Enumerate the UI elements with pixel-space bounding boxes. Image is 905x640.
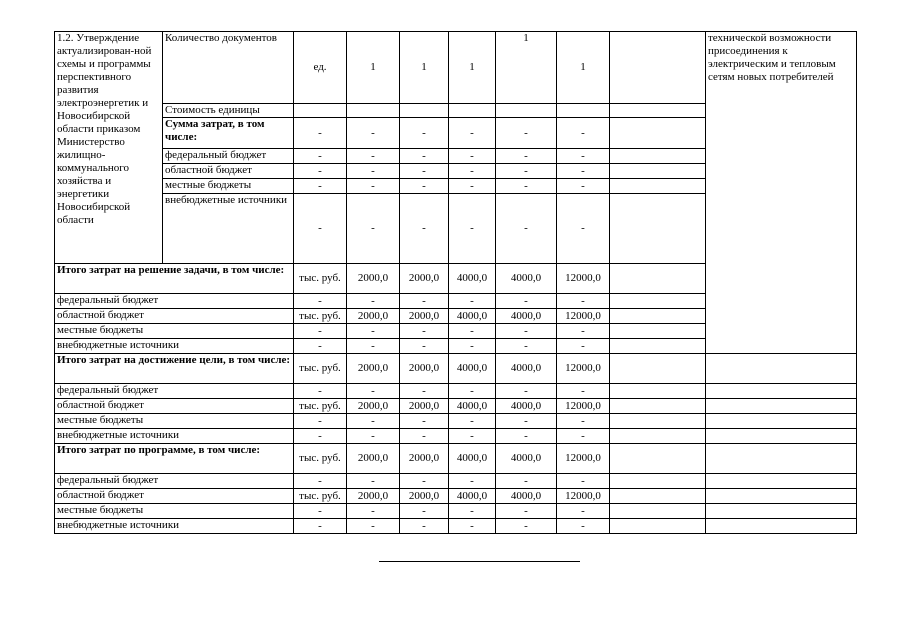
value-cell: -: [400, 194, 449, 264]
unit-cell: -: [294, 414, 347, 429]
empty-cell: [610, 194, 706, 264]
unit-cell: -: [294, 429, 347, 444]
task-name: 1.2. Утверждение актуализирован-ной схемы и программы перспективного развития электроэнергетик и Новосибирской области приказом Министерство жилищно-коммунального хозяйства и энергетики Новосибирской области: [55, 32, 163, 264]
value-cell: [347, 104, 400, 118]
value-cell: -: [496, 414, 557, 429]
value-cell: -: [449, 519, 496, 534]
total-title: Итого затрат на достижение цели, в том числе:: [55, 354, 294, 384]
value-cell: -: [347, 164, 400, 179]
row-label: федеральный бюджет: [55, 384, 294, 399]
value-cell: 1: [449, 32, 496, 104]
value-cell: [400, 104, 449, 118]
value-cell: -: [347, 179, 400, 194]
value-cell: -: [347, 519, 400, 534]
task-row-quantity: [55, 32, 857, 104]
value-cell: -: [400, 429, 449, 444]
value-cell: 2000,0: [400, 309, 449, 324]
value-cell: 4000,0: [449, 309, 496, 324]
value-cell: 4000,0: [496, 264, 557, 294]
row-label: областной бюджет: [55, 489, 294, 504]
value-cell: -: [400, 149, 449, 164]
row-label: местные бюджеты: [163, 179, 294, 194]
value-cell: [557, 104, 610, 118]
table-row: [55, 504, 857, 519]
unit-cell: -: [294, 324, 347, 339]
empty-cell: [610, 474, 706, 489]
empty-cell: [706, 354, 857, 384]
value-cell: -: [347, 414, 400, 429]
value-cell: -: [400, 384, 449, 399]
value-cell: -: [449, 194, 496, 264]
value-cell: 2000,0: [347, 309, 400, 324]
unit-cell: -: [294, 294, 347, 309]
total-title: Итого затрат по программе, в том числе:: [55, 444, 294, 474]
value-cell: 4000,0: [496, 309, 557, 324]
empty-cell: [610, 118, 706, 149]
value-cell: -: [557, 414, 610, 429]
unit-cell: -: [294, 179, 347, 194]
value-cell: 2000,0: [347, 264, 400, 294]
table-row: [55, 429, 857, 444]
value-cell: -: [347, 194, 400, 264]
value-cell: -: [557, 194, 610, 264]
value-cell: 1: [400, 32, 449, 104]
value-cell: 4000,0: [449, 399, 496, 414]
value-cell: 4000,0: [496, 354, 557, 384]
value-cell: -: [449, 324, 496, 339]
value-cell: -: [557, 149, 610, 164]
value-cell: -: [400, 474, 449, 489]
empty-cell: [706, 504, 857, 519]
value-cell: -: [557, 504, 610, 519]
unit-cell: -: [294, 149, 347, 164]
value-cell: -: [400, 294, 449, 309]
value-cell: -: [400, 414, 449, 429]
separator-line: [379, 561, 580, 562]
value-cell: 12000,0: [557, 489, 610, 504]
row-label: Сумма затрат, в том числе:: [163, 118, 294, 149]
value-cell: 4000,0: [449, 264, 496, 294]
empty-cell: [610, 324, 706, 339]
empty-cell: [610, 519, 706, 534]
value-cell: -: [400, 118, 449, 149]
value-cell: 12000,0: [557, 309, 610, 324]
value-cell: -: [496, 429, 557, 444]
row-label: областной бюджет: [163, 164, 294, 179]
value-cell: -: [449, 504, 496, 519]
empty-cell: [610, 309, 706, 324]
value-cell: -: [496, 519, 557, 534]
table-row: [55, 399, 857, 414]
value-cell: -: [496, 474, 557, 489]
value-cell: -: [496, 294, 557, 309]
unit-cell: -: [294, 164, 347, 179]
value-cell: 12000,0: [557, 264, 610, 294]
value-cell: -: [400, 519, 449, 534]
empty-cell: [610, 384, 706, 399]
unit-cell: -: [294, 519, 347, 534]
value-cell: 4000,0: [496, 489, 557, 504]
empty-cell: [706, 489, 857, 504]
value-cell: -: [496, 339, 557, 354]
row-label: местные бюджеты: [55, 504, 294, 519]
value-cell: 2000,0: [400, 354, 449, 384]
empty-cell: [610, 104, 706, 118]
value-cell: -: [449, 339, 496, 354]
value-cell: 12000,0: [557, 444, 610, 474]
value-cell: -: [496, 164, 557, 179]
row-label: внебюджетные источники: [55, 429, 294, 444]
value-cell: -: [347, 149, 400, 164]
row-label: внебюджетные источники: [163, 194, 294, 264]
empty-cell: [706, 474, 857, 489]
value-cell: -: [557, 179, 610, 194]
table-row: [55, 489, 857, 504]
empty-cell: [706, 414, 857, 429]
value-cell: 2000,0: [400, 264, 449, 294]
value-cell: -: [557, 429, 610, 444]
value-cell: -: [496, 194, 557, 264]
empty-cell: [610, 504, 706, 519]
value-cell: 2000,0: [347, 489, 400, 504]
value-cell: -: [347, 474, 400, 489]
table-row: [55, 519, 857, 534]
total-title: Итого затрат на решение задачи, в том числе:: [55, 264, 294, 294]
value-cell: 2000,0: [347, 444, 400, 474]
value-cell: -: [347, 429, 400, 444]
value-cell: 12000,0: [557, 354, 610, 384]
row-label: внебюджетные источники: [55, 519, 294, 534]
value-cell: 2000,0: [347, 399, 400, 414]
unit-cell: тыс. руб.: [294, 264, 347, 294]
value-cell: 2000,0: [400, 399, 449, 414]
row-label: Стоимость единицы: [163, 104, 294, 118]
value-cell: -: [400, 339, 449, 354]
empty-cell: [610, 429, 706, 444]
value-cell: -: [347, 339, 400, 354]
value-cell: 12000,0: [557, 399, 610, 414]
empty-cell: [706, 444, 857, 474]
row-label: Количество документов: [163, 32, 294, 104]
value-cell: [496, 104, 557, 118]
value-cell: -: [496, 384, 557, 399]
empty-cell: [610, 179, 706, 194]
value-cell: 4000,0: [496, 444, 557, 474]
value-cell: -: [557, 324, 610, 339]
value-cell: 2000,0: [347, 354, 400, 384]
empty-cell: [610, 294, 706, 309]
value-cell: -: [449, 294, 496, 309]
value-cell: 2000,0: [400, 444, 449, 474]
value-cell: -: [449, 179, 496, 194]
value-cell: -: [496, 324, 557, 339]
value-cell: -: [449, 164, 496, 179]
total-program-row: [55, 444, 857, 474]
empty-cell: [610, 399, 706, 414]
unit-cell: -: [294, 118, 347, 149]
empty-cell: [610, 444, 706, 474]
unit-cell: -: [294, 194, 347, 264]
empty-cell: [610, 32, 706, 104]
value-cell: 4000,0: [449, 354, 496, 384]
row-label: местные бюджеты: [55, 324, 294, 339]
task-note: технической возможности присоединения к электрическим и тепловым сетям новых потребителей: [706, 32, 857, 354]
value-cell: -: [449, 384, 496, 399]
unit-cell: -: [294, 474, 347, 489]
value-cell: -: [557, 118, 610, 149]
value-cell: -: [557, 384, 610, 399]
row-label: федеральный бюджет: [55, 474, 294, 489]
value-cell: -: [347, 384, 400, 399]
value-cell: -: [347, 504, 400, 519]
empty-cell: [706, 399, 857, 414]
row-label: федеральный бюджет: [163, 149, 294, 164]
row-label: внебюджетные источники: [55, 339, 294, 354]
value-cell: -: [496, 504, 557, 519]
value-cell: 1: [347, 32, 400, 104]
value-cell: -: [557, 519, 610, 534]
value-cell: 4000,0: [449, 489, 496, 504]
table-row: [55, 414, 857, 429]
value-cell: 1: [557, 32, 610, 104]
empty-cell: [610, 264, 706, 294]
value-cell: -: [400, 324, 449, 339]
unit-cell: -: [294, 384, 347, 399]
row-label: местные бюджеты: [55, 414, 294, 429]
value-cell: -: [557, 164, 610, 179]
empty-cell: [610, 354, 706, 384]
unit-cell: тыс. руб.: [294, 354, 347, 384]
unit-cell: тыс. руб.: [294, 444, 347, 474]
value-cell: -: [449, 118, 496, 149]
value-cell: -: [557, 474, 610, 489]
value-cell: [449, 104, 496, 118]
value-cell: -: [347, 294, 400, 309]
table-row: [55, 384, 857, 399]
value-cell: 4000,0: [496, 399, 557, 414]
empty-cell: [610, 489, 706, 504]
value-cell: -: [400, 179, 449, 194]
value-cell: 2000,0: [400, 489, 449, 504]
value-cell: -: [496, 149, 557, 164]
program-cost-table: [54, 31, 857, 534]
row-label: областной бюджет: [55, 309, 294, 324]
value-cell: -: [400, 164, 449, 179]
value-cell: -: [496, 118, 557, 149]
value-cell: -: [449, 429, 496, 444]
value-cell: -: [496, 179, 557, 194]
row-label: федеральный бюджет: [55, 294, 294, 309]
empty-cell: [610, 414, 706, 429]
value-cell: 1: [496, 32, 557, 104]
value-cell: -: [347, 118, 400, 149]
total-goal-row: [55, 354, 857, 384]
value-cell: -: [400, 504, 449, 519]
table-row: [55, 474, 857, 489]
value-cell: -: [557, 339, 610, 354]
empty-cell: [610, 149, 706, 164]
value-cell: -: [347, 324, 400, 339]
empty-cell: [706, 519, 857, 534]
unit-cell: -: [294, 504, 347, 519]
value-cell: -: [449, 149, 496, 164]
value-cell: -: [449, 474, 496, 489]
unit-cell: тыс. руб.: [294, 399, 347, 414]
unit-cell: тыс. руб.: [294, 489, 347, 504]
row-label: областной бюджет: [55, 399, 294, 414]
unit-cell: ед.: [294, 32, 347, 104]
unit-cell: тыс. руб.: [294, 309, 347, 324]
empty-cell: [706, 429, 857, 444]
unit-cell: -: [294, 339, 347, 354]
empty-cell: [610, 339, 706, 354]
empty-cell: [706, 384, 857, 399]
value-cell: -: [449, 414, 496, 429]
value-cell: 4000,0: [449, 444, 496, 474]
value-cell: -: [557, 294, 610, 309]
empty-cell: [610, 164, 706, 179]
unit-cell: [294, 104, 347, 118]
